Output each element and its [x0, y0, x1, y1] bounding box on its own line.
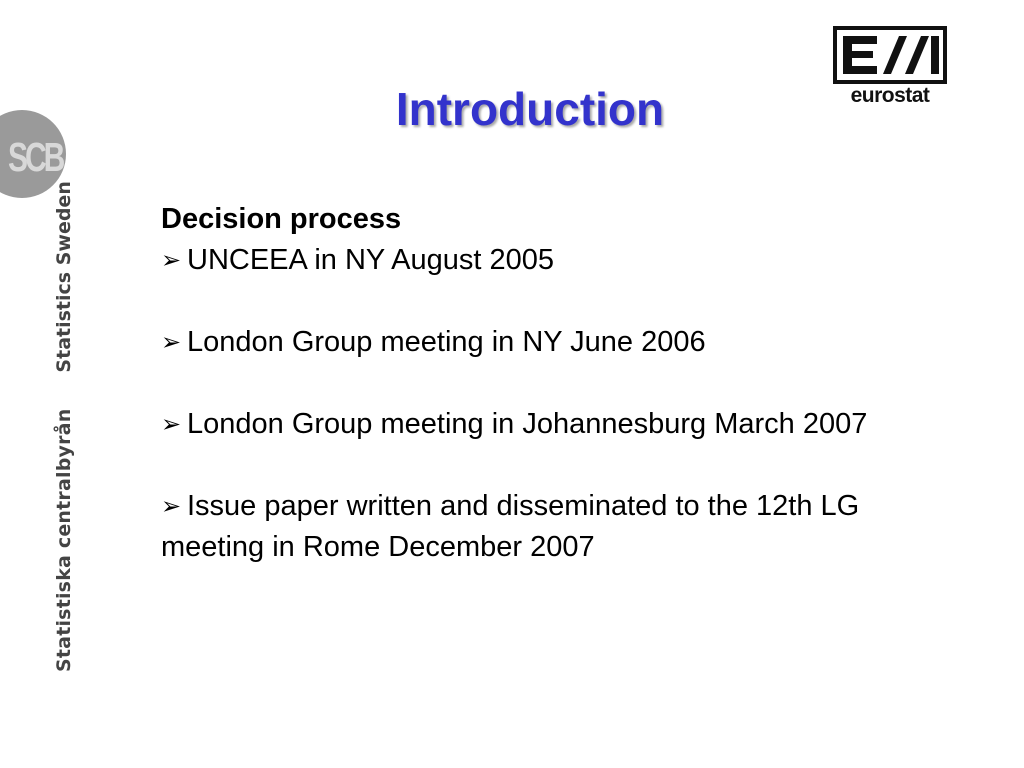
eurostat-emblem-icon: [833, 26, 947, 84]
bullet-item: [161, 322, 951, 363]
bullet-text: Issue paper written and disseminated to the 12th LG meeting in Rome December 2007: [161, 490, 860, 563]
eurostat-logo-text: eurostat: [850, 84, 930, 107]
arrow-bullet-icon: ➢: [161, 247, 182, 274]
bullet-item: [161, 486, 951, 568]
bullet-text: London Group meeting in NY June 2006: [187, 326, 706, 358]
statistics-sweden-wordmark: [50, 181, 78, 672]
arrow-bullet-icon: ➢: [161, 493, 182, 520]
arrow-bullet-icon: ➢: [161, 411, 182, 438]
slide-content: [161, 199, 951, 609]
bullet-text: UNCEEA in NY August 2005: [187, 244, 555, 276]
wordmark-swedish-name: Statistiska centralbyrån: [53, 408, 75, 672]
arrow-bullet-icon: ➢: [161, 329, 182, 356]
bullet-list: [161, 240, 951, 568]
bullet-item: [161, 240, 951, 281]
section-heading: Decision process: [161, 203, 402, 235]
slide-title: Introduction: [395, 83, 665, 135]
wordmark-english-name: Statistics Sweden: [53, 181, 75, 373]
bullet-item: [161, 404, 951, 445]
bullet-text: London Group meeting in Johannesburg March 2007: [187, 408, 868, 440]
scb-logo-text: SCB: [8, 136, 63, 181]
